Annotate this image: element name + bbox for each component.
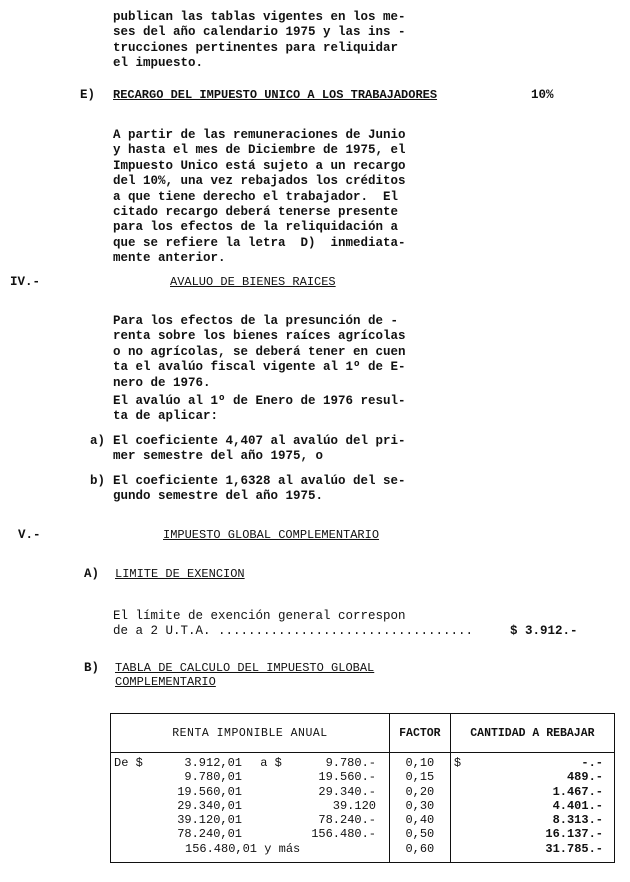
rebajar-value: 8.313.- <box>552 813 603 828</box>
text-line: a que tiene derecho el trabajador. El <box>113 189 399 204</box>
item-b-letter: b) <box>90 474 106 488</box>
range-to: 19.560.- <box>318 770 376 785</box>
text-line: que se refiere la letra D) inmediata- <box>113 235 406 250</box>
tax-table <box>110 713 615 863</box>
header-cantidad: CANTIDAD A REBAJAR <box>450 714 614 753</box>
rebajar-value: 31.785.- <box>545 841 603 856</box>
text-line: o no agrícolas, se deberá tener en cuen <box>113 344 406 359</box>
rebajar-currency: $ <box>453 756 462 770</box>
text-line: para los efectos de la reliquidación a <box>113 220 399 235</box>
rebajar-value: 1.467.- <box>552 784 603 799</box>
text-line: A partir de las remuneraciones de Junio <box>113 128 406 142</box>
intro-paragraph <box>113 10 406 72</box>
range-to: 9.780.- <box>325 756 376 770</box>
text-line: nero de 1976. <box>113 375 211 390</box>
table-row <box>114 770 386 784</box>
sub-a-letter: A) <box>84 567 100 581</box>
factor-value: 0,60 <box>405 841 435 856</box>
item-a-letter: a) <box>90 434 106 448</box>
sub-b-title-line-1: TABLA DE CALCULO DEL IMPUESTO GLOBAL <box>115 661 375 675</box>
item-a-text <box>113 434 406 465</box>
text-line: citado recargo deberá tenerse presente <box>113 205 399 220</box>
section-iv-paragraph-1 <box>113 314 406 391</box>
sub-b-letter: B) <box>84 661 100 675</box>
section-iv-title: AVALUO DE BIENES RAICES <box>170 275 336 289</box>
range-to: 78.240.- <box>318 813 376 828</box>
range-from: 78.240,01 <box>177 827 242 842</box>
sub-a-title: LIMITE DE EXENCION <box>115 567 245 581</box>
text-line: El avalúo al 1º de Enero de 1976 resul- <box>113 394 406 408</box>
factor-value: 0,20 <box>405 784 435 799</box>
text-line: gundo semestre del año 1975. <box>113 489 324 504</box>
section-v-numeral: V.- <box>18 528 41 542</box>
text-line: Impuesto Unico está sujeto a un recargo <box>113 158 406 173</box>
text-line: renta sobre los bienes raíces agrícolas <box>113 329 406 344</box>
range-to: 156.480.- <box>311 827 376 842</box>
sub-b-title-line-2: COMPLEMENTARIO <box>115 675 216 689</box>
rebajar-column <box>450 753 614 863</box>
rebajar-value: 489.- <box>566 770 603 785</box>
factor-value: 0,15 <box>405 770 435 785</box>
table-row <box>114 813 386 827</box>
text-line: Para los efectos de la presunción de - <box>113 314 399 328</box>
text-line: ta de aplicar: <box>113 409 219 424</box>
factor-value: 0,10 <box>405 756 435 770</box>
text-line: ta el avalúo fiscal vigente al 1º de E- <box>113 360 406 375</box>
renta-column <box>111 753 390 863</box>
range-to: 29.340.- <box>318 784 376 799</box>
text-line: el impuesto. <box>113 56 204 71</box>
exemption-line-2: de a 2 U.T.A. .................................. <box>113 624 474 638</box>
text-line: del 10%, una vez rebajados los créditos <box>113 174 406 189</box>
range-from: 3.912,01 <box>184 756 242 770</box>
table-row <box>114 799 386 813</box>
a-label: a $ <box>260 756 282 770</box>
text-line: mer semestre del año 1975, o <box>113 449 324 464</box>
factor-value: 0,50 <box>405 827 435 842</box>
table-row <box>114 842 386 856</box>
range-from: 29.340,01 <box>177 798 242 813</box>
rebajar-value: 4.401.- <box>552 798 603 813</box>
rebajar-value: 16.137.- <box>545 827 603 842</box>
text-line: ses del año calendario 1975 y las ins - <box>113 25 406 40</box>
text-line: mente anterior. <box>113 251 226 266</box>
section-iv-numeral: IV.- <box>10 275 41 289</box>
text-line: trucciones pertinentes para reliquidar <box>113 40 399 55</box>
item-b-text <box>113 474 406 505</box>
text-line: y hasta el mes de Diciembre de 1975, el <box>113 143 406 158</box>
range-to: 39.120 <box>332 798 376 813</box>
table-row <box>114 827 386 841</box>
text-line: publican las tablas vigentes en los me- <box>113 10 406 24</box>
table-row <box>114 785 386 799</box>
range-from: 156.480,01 y más <box>185 841 301 856</box>
section-e-rate: 10% <box>531 88 554 102</box>
table-row <box>114 756 386 770</box>
factor-value: 0,40 <box>405 813 435 828</box>
section-e-paragraph <box>113 128 406 267</box>
text-line: El coeficiente 4,407 al avalúo del pri- <box>113 434 406 448</box>
range-from: 9.780,01 <box>184 770 242 785</box>
text-line: El coeficiente 1,6328 al avalúo del se- <box>113 474 406 488</box>
range-from: 19.560,01 <box>177 784 242 799</box>
section-v-title: IMPUESTO GLOBAL COMPLEMENTARIO <box>163 528 380 542</box>
section-iv-paragraph-2 <box>113 394 406 425</box>
factor-value: 0,30 <box>405 798 435 813</box>
section-e-title: RECARGO DEL IMPUESTO UNICO A LOS TRABAJADORES <box>113 88 438 102</box>
rebajar-value: -.- <box>581 756 603 770</box>
exemption-line-1: El límite de exención general correspon <box>113 609 406 623</box>
de-label: De $ <box>114 756 143 770</box>
header-renta: RENTA IMPONIBLE ANUAL <box>111 714 390 753</box>
header-factor: FACTOR <box>389 714 450 753</box>
range-from: 39.120,01 <box>177 813 242 828</box>
section-e-letter: E) <box>80 88 96 102</box>
exemption-amount: $ 3.912.- <box>510 624 578 638</box>
factor-column <box>389 753 450 863</box>
